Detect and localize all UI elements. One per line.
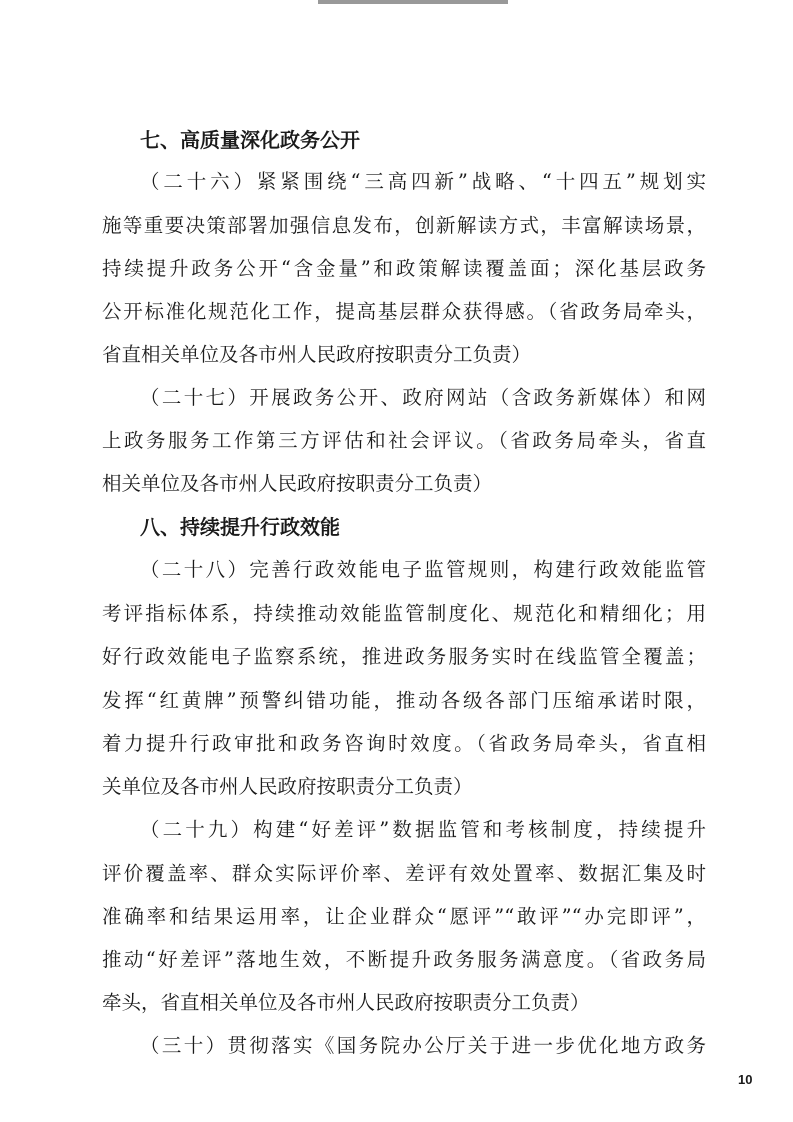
paragraph-29-line: 牵头，省直相关单位及各市州人民政府按职责分工负责） (102, 991, 590, 1014)
scan-artifact (318, 0, 508, 4)
paragraph-27-line: 上政务服务工作第三方评估和社会评议。（省政务局牵头，省直 (102, 429, 706, 452)
paragraph-28-line: 发挥“红黄牌”预警纠错功能，推动各级各部门压缩承诺时限， (102, 689, 706, 712)
section-heading-8: 八、持续提升行政效能 (140, 515, 340, 539)
paragraph-28-line: 考评指标体系，持续推动效能监管制度化、规范化和精细化；用 (102, 602, 706, 625)
paragraph-28-line: 好行政效能电子监察系统，推进政务服务实时在线监管全覆盖； (102, 645, 706, 668)
paragraph-29-line: 推动“好差评”落地生效，不断提升政务服务满意度。（省政务局 (102, 948, 706, 971)
paragraph-28-line: （二十八）完善行政效能电子监管规则，构建行政效能监管 (140, 558, 706, 581)
paragraph-26-line: 持续提升政务公开“含金量”和政策解读覆盖面；深化基层政务 (102, 257, 706, 280)
paragraph-29-line: 评价覆盖率、群众实际评价率、差评有效处置率、数据汇集及时 (102, 862, 706, 885)
paragraph-29-line: 准确率和结果运用率，让企业群众“愿评”“敢评”“办完即评”， (102, 905, 706, 928)
paragraph-29-line: （二十九）构建“好差评”数据监管和考核制度，持续提升 (140, 818, 706, 841)
paragraph-26-line: 省直相关单位及各市州人民政府按职责分工负责） (102, 343, 532, 366)
paragraph-27-line: （二十七）开展政务公开、政府网站（含政务新媒体）和网 (140, 386, 706, 409)
section-heading-7: 七、高质量深化政务公开 (140, 128, 360, 152)
paragraph-26-line: （二十六）紧紧围绕“三高四新”战略、“十四五”规划实 (140, 170, 706, 193)
paragraph-26-line: 施等重要决策部署加强信息发布，创新解读方式，丰富解读场景， (102, 214, 706, 237)
page-number: 10 (738, 1072, 753, 1087)
paragraph-27-line: 相关单位及各市州人民政府按职责分工负责） (102, 472, 493, 495)
paragraph-30-line: （三十）贯彻落实《国务院办公厅关于进一步优化地方政务 (140, 1034, 706, 1057)
paragraph-26-line: 公开标准化规范化工作，提高基层群众获得感。（省政务局牵头， (102, 300, 706, 323)
paragraph-28-line: 着力提升行政审批和政务咨询时效度。（省政务局牵头，省直相 (102, 732, 706, 755)
paragraph-28-line: 关单位及各市州人民政府按职责分工负责） (102, 775, 473, 798)
